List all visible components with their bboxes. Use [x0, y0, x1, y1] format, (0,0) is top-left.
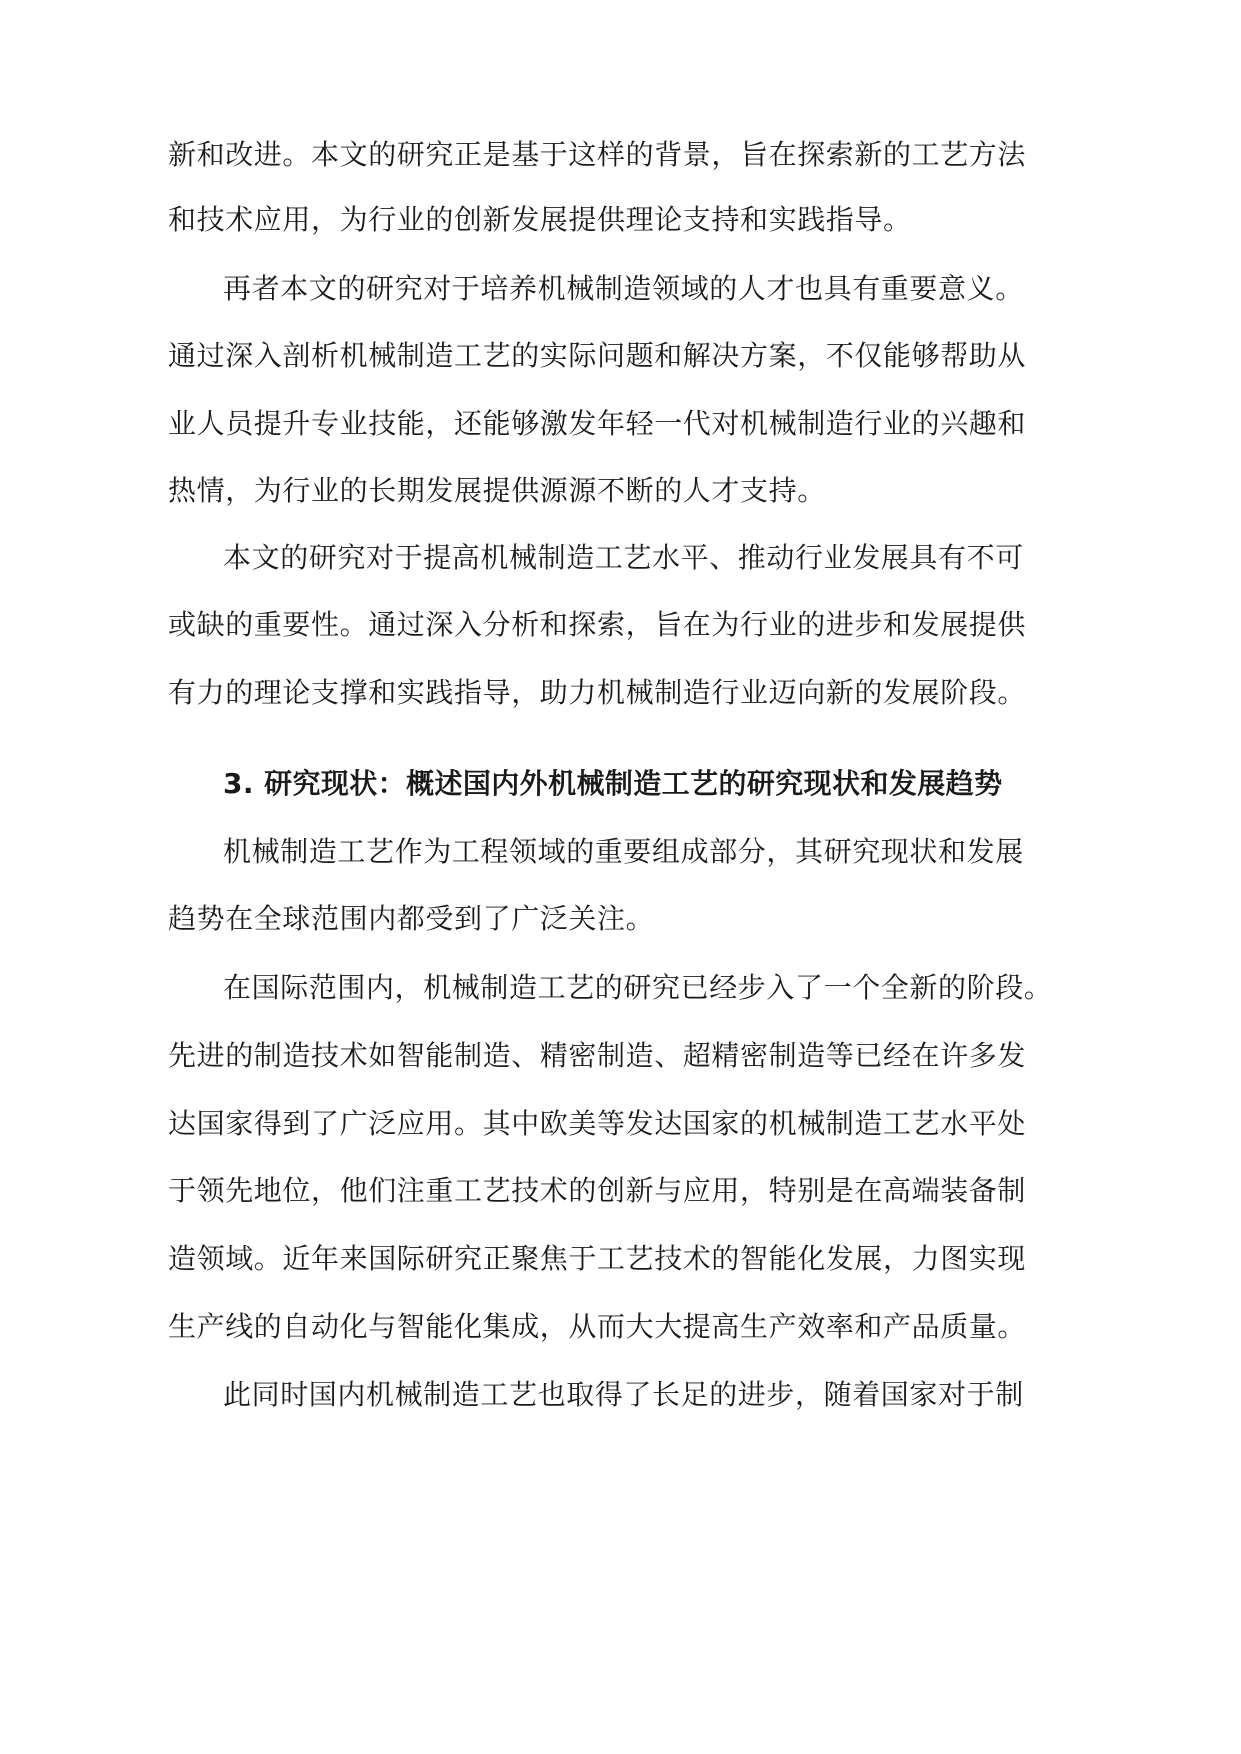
paragraph-line: [0, 404, 1241, 444]
line-text: 于领先地位，他们注重工艺技术的创新与应用，特别是在高端装备制: [168, 1174, 1027, 1207]
paragraph-line: [0, 336, 1241, 376]
paragraph-line: [0, 832, 1241, 872]
paragraph-line: [0, 1239, 1241, 1279]
line-text: 达国家得到了广泛应用。其中欧美等发达国家的机械制造工艺水平处: [168, 1107, 1027, 1140]
paragraph-line: [0, 968, 1241, 1008]
section-heading: [0, 764, 1241, 804]
paragraph-line: [0, 1375, 1241, 1415]
paragraph-line: [0, 135, 1241, 175]
line-text: 和技术应用，为行业的创新发展提供理论支持和实践指导。: [168, 203, 912, 236]
line-text: 或缺的重要性。通过深入分析和探索，旨在为行业的进步和发展提供: [168, 608, 1027, 641]
line-text: 再者本文的研究对于培养机械制造领域的人才也具有重要意义。: [223, 272, 1024, 305]
paragraph-line: [0, 899, 1241, 939]
paragraph-line: [0, 1036, 1241, 1076]
line-text: 热情，为行业的长期发展提供源源不断的人才支持。: [168, 474, 826, 507]
paragraph-line: [0, 1104, 1241, 1144]
line-text: 本文的研究对于提高机械制造工艺水平、推动行业发展具有不可: [223, 541, 1024, 574]
line-text: 造领域。近年来国际研究正聚焦于工艺技术的智能化发展，力图实现: [168, 1242, 1027, 1275]
line-text: 新和改进。本文的研究正是基于这样的背景，旨在探索新的工艺方法: [168, 138, 1027, 171]
paragraph-line: [0, 1171, 1241, 1211]
paragraph-line: [0, 605, 1241, 645]
line-text: 有力的理论支撑和实践指导，助力机械制造行业迈向新的发展阶段。: [168, 676, 1027, 709]
line-text: 通过深入剖析机械制造工艺的实际问题和解决方案，不仅能够帮助从: [168, 339, 1027, 372]
line-text: 此同时国内机械制造工艺也取得了长足的进步，随着国家对于制: [223, 1378, 1024, 1411]
line-text: 先进的制造技术如智能制造、精密制造、超精密制造等已经在许多发: [168, 1039, 1027, 1072]
line-text: 在国际范围内，机械制造工艺的研究已经步入了一个全新的阶段。: [223, 971, 1053, 1004]
line-text: 业人员提升专业技能，还能够激发年轻一代对机械制造行业的兴趣和: [168, 407, 1027, 440]
paragraph-line: [0, 538, 1241, 578]
line-text: 生产线的自动化与智能化集成，从而大大提高生产效率和产品质量。: [168, 1310, 1027, 1343]
section-heading-text: 3. 研究现状：概述国内外机械制造工艺的研究现状和发展趋势: [223, 767, 1003, 800]
paragraph-line: [0, 269, 1241, 309]
paragraph-line: [0, 200, 1241, 240]
line-text: 机械制造工艺作为工程领域的重要组成部分，其研究现状和发展: [223, 835, 1024, 868]
paragraph-line: [0, 471, 1241, 511]
paragraph-line: [0, 1307, 1241, 1347]
paragraph-line: [0, 673, 1241, 713]
line-text: 趋势在全球范围内都受到了广泛关注。: [168, 902, 655, 935]
